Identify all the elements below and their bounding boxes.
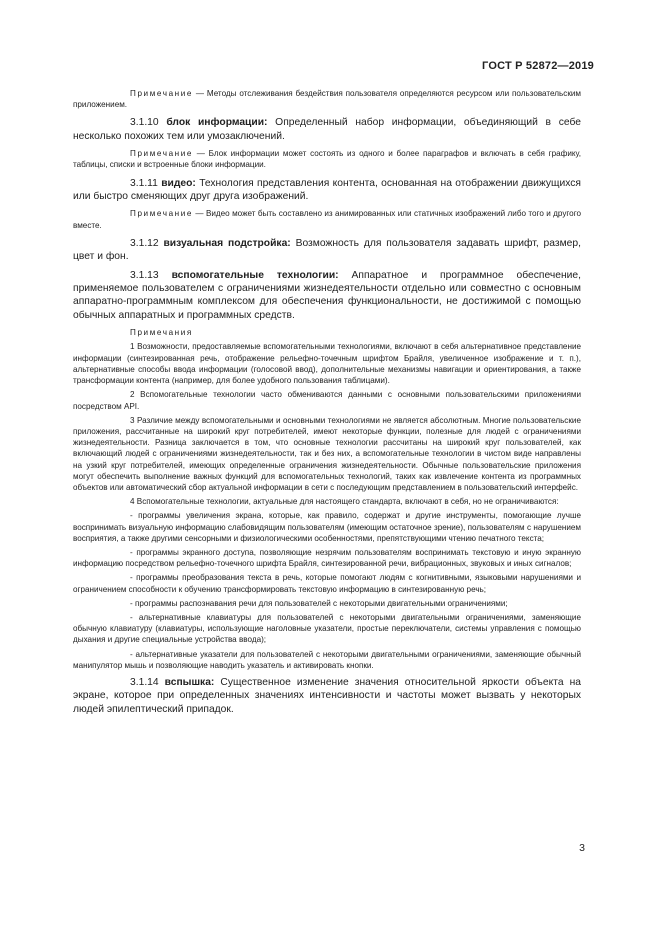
notes-item: - программы распознавания речи для пользователей с некоторыми двигательными ограничениями; [130, 598, 508, 608]
note-dash: — [193, 89, 207, 98]
term-title: видео: [161, 177, 196, 189]
note-text: Видео может быть составлено из анимированных или статичных изображений либо того и другого вместе. [73, 209, 581, 230]
note [73, 88, 581, 110]
note-label: Примечание [130, 209, 194, 219]
notes-item: 2 Вспомогательные технологии часто обмениваются данными с основными пользовательскими приложениями посредством API. [73, 390, 581, 411]
term-definition: Определенный набор информации, объединяющий в себе несколько похожих тем или умозаключений. [73, 117, 581, 142]
notes-item: 4 Вспомогательные технологии, актуальные для настоящего стандарта, включают в себя, но не ограничиваются: [130, 497, 559, 507]
term-title: блок информации: [166, 117, 268, 129]
term-definition: Технология представления контента, основанная на отображении движущихся или быстро сменяющих друг друга изображений. [73, 177, 581, 203]
notes-item: 3 Различие между вспомогательными и основными технологиями не является абсолютным. Многие пользовательские приложения, рассчитанные на широкий круг потребителей, имеют некоторые функции, полезные для людей с ограничениями жизнедеятельности. Разница заключается в том, что основные технологии рассчитаны на широкий круг пользователей, как включающий людей с ограничениями жизнедеятельности, так и без них, а вспомогательные технологии в чистом виде направлены на узкий круг потребителей, имеющих определенные ограничения жизнедеятельности. Обычные пользовательские приложения могут обеспечить выполнение важных функций для вспомогательных технологий, таких как извлечение контента из программных объектов или автоматический сбор актуальной информации в сети с последующим представлением в пользовательский интерфейс. [73, 415, 581, 492]
term-definition: Аппаратное и программное обеспечение, применяемое пользователем с ограничениями жизнедеятельности отдельно или совместно с основным аппаратно-программным комплексом для обеспечения функциональности, не достижимой с помощью обычных аппаратных и программных средств. [73, 269, 581, 321]
notes-item: - альтернативные клавиатуры для пользователей с некоторыми двигательными ограничениями, заменяющие обычную клавиатуру (клавиатуры, использующие наголовные указатели, простые переключатели, системы управления с помощью дыхания и другие специальные устройства ввода); [73, 612, 581, 645]
note [73, 208, 581, 230]
term-number: 3.1.13 [130, 269, 172, 281]
term-3-1-12 [73, 237, 581, 264]
notes-heading [73, 327, 581, 338]
term-title: вспышка: [164, 676, 215, 688]
term-definition: Существенное изменение значения относительной яркости объекта на экране, которое при определенных значениях интенсивности и частоты может вызвать у некоторых людей эпилептический припадок. [73, 676, 581, 715]
term-3-1-13 [73, 269, 581, 323]
standard-header: ГОСТ Р 52872—2019 [482, 60, 594, 72]
notes-item: 1 Возможности, предоставляемые вспомогательными технологиями, включают в себя альтернативное представление информации (синтезированная речь, отображение рельефно-точечным шрифтом Брайля, увеличенное изображение и т. п.), альтернативные способы ввода информации (голосовой ввод), дополнительные механизмы навигации и ориентирования, а также трансформации контента (например, для более удобного пользования таблицами). [73, 342, 581, 386]
notes-item: - альтернативные указатели для пользователей с некоторыми двигательными ограничениями, заменяющие обычный манипулятор мышь и позволяющие наводить указатель и активировать кнопки. [73, 649, 581, 670]
term-definition: Возможность для пользователя задавать шрифт, размер, цвет и фон. [73, 237, 581, 263]
note-dash: — [193, 209, 206, 219]
notes-item: - программы увеличения экрана, которые, как правило, содержат и другие инструменты, помогающие лучше воспринимать визуальную информацию слабовидящим пользователям (имеющим остаточное зрение), пользователям с нарушением восприятия, а также другими сенсорными и физиологическими особенностями, препятствующими чтению печатного текста; [73, 511, 581, 543]
notes-label: Примечания [130, 328, 193, 338]
note-label: Примечание [130, 89, 194, 98]
term-title: визуальная подстройка: [163, 237, 291, 249]
page-number: 3 [579, 842, 585, 854]
term-number: 3.1.11 [130, 177, 162, 189]
term-number: 3.1.14 [130, 676, 165, 688]
note-text: Блок информации может состоять из одного и более параграфов и включать в себя графику, таблицы, списки и встроенные блоки информации. [73, 149, 582, 170]
term-3-1-11 [73, 177, 581, 204]
note-text: Методы отслеживания бездействия пользователя определяются ресурсом или пользовательским приложением. [73, 89, 581, 110]
notes-item: - программы преобразования текста в речь, которые помогают людям с когнитивными, языковыми нарушениями и ограничением способности к обучению трансформировать текстовую информацию в синтезированную речь; [73, 573, 581, 594]
note-dash: — [193, 149, 209, 159]
note-label: Примечание [130, 149, 194, 159]
term-title: вспомогательные технологии: [171, 269, 339, 281]
term-number: 3.1.12 [130, 237, 164, 249]
note [73, 148, 581, 170]
term-3-1-10 [73, 116, 581, 143]
page-content [73, 88, 581, 721]
term-number: 3.1.10 [130, 117, 167, 129]
notes-item: - программы экранного доступа, позволяющие незрячим пользователям воспринимать текстовую и иную экранную информацию посредством рельефно-точечного шрифта Брайля, синтезированной речи, вибрационных, звуковых и иных сигналов; [73, 547, 581, 569]
term-3-1-14 [73, 676, 581, 716]
